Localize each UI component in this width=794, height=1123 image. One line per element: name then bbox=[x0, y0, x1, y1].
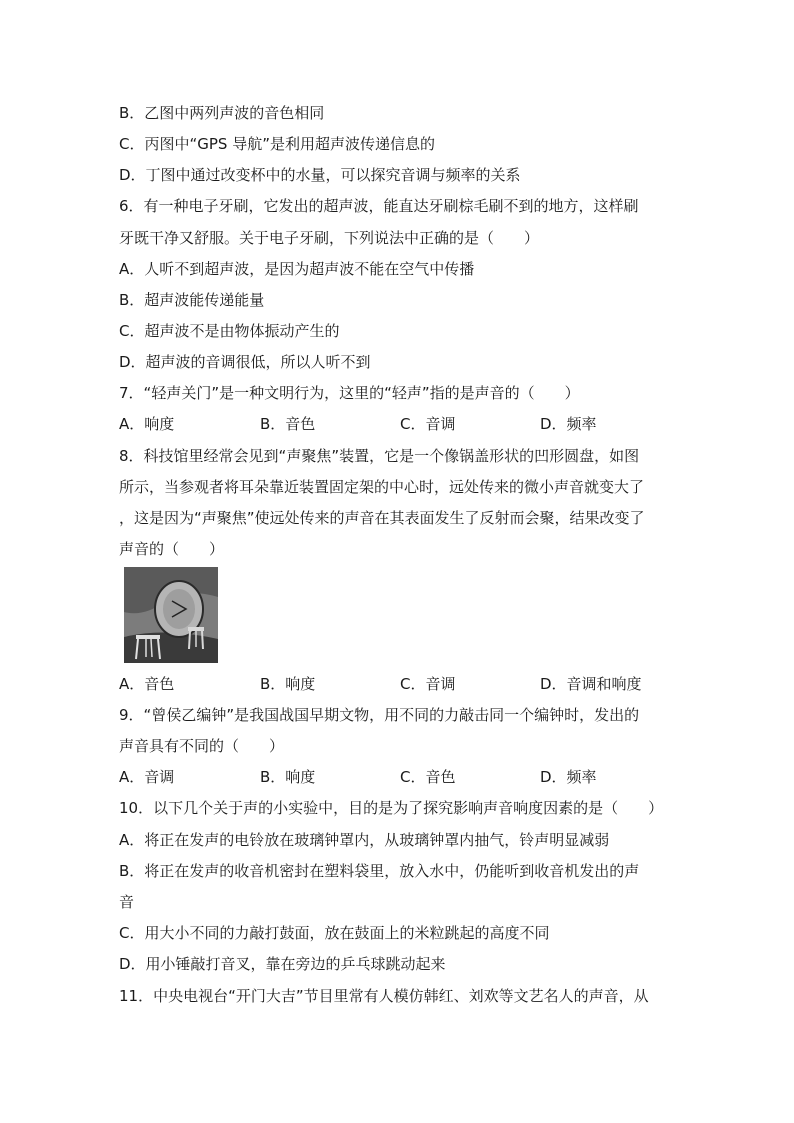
prev-option-d: D．丁图中通过改变杯中的水量，可以探究音调与频率的关系 bbox=[119, 166, 521, 184]
q7-option-b: B．音色 bbox=[260, 415, 316, 433]
q8-stem-line4: 声音的（ ） bbox=[119, 540, 225, 558]
q10-option-a: A．将正在发声的电铃放在玻璃钟罩内，从玻璃钟罩内抽气，铃声明显减弱 bbox=[119, 831, 610, 849]
sound-focus-illustration bbox=[124, 567, 218, 663]
q7-stem: 7．“轻声关门”是一种文明行为，这里的“轻声”指的是声音的（ ） bbox=[119, 384, 580, 402]
q6-option-b: B．超声波能传递能量 bbox=[119, 291, 265, 309]
q9-option-b: B．响度 bbox=[260, 768, 316, 786]
q6-option-d: D．超声波的音调很低，所以人听不到 bbox=[119, 353, 371, 371]
q9-stem-line1: 9．“曾侯乙编钟”是我国战国早期文物，用不同的力敲击同一个编钟时，发出的 bbox=[119, 706, 640, 724]
prev-option-b: B．乙图中两列声波的音色相同 bbox=[119, 104, 325, 122]
q7-option-a: A．响度 bbox=[119, 415, 175, 433]
q10-option-b-line2: 音 bbox=[119, 893, 135, 911]
q6-option-a: A．人听不到超声波，是因为超声波不能在空气中传播 bbox=[119, 260, 475, 278]
q8-option-c: C．音调 bbox=[400, 675, 456, 693]
q7-option-d: D．频率 bbox=[540, 415, 597, 433]
q8-stem-line3: ，这是因为“声聚焦”使远处传来的声音在其表面发生了反射而会聚，结果改变了 bbox=[119, 509, 645, 527]
q6-stem-line2: 牙既干净又舒服。关于电子牙刷，下列说法中正确的是（ ） bbox=[119, 229, 540, 247]
q10-option-d: D．用小锤敲打音叉，靠在旁边的乒乓球跳动起来 bbox=[119, 955, 446, 973]
sound-focus-device-photo bbox=[124, 567, 218, 663]
q10-stem: 10．以下几个关于声的小实验中，目的是为了探究影响声音响度因素的是（ ） bbox=[119, 799, 664, 817]
q9-option-c: C．音色 bbox=[400, 768, 456, 786]
q8-stem-line2: 所示，当参观者将耳朵靠近装置固定架的中心时，远处传来的微小声音就变大了 bbox=[119, 478, 645, 496]
q11-stem-line1: 11．中央电视台“开门大吉”节目里常有人模仿韩红、刘欢等文艺名人的声音，从 bbox=[119, 987, 649, 1005]
q8-option-b: B．响度 bbox=[260, 675, 316, 693]
q9-stem-line2: 声音具有不同的（ ） bbox=[119, 737, 285, 755]
q9-option-a: A．音调 bbox=[119, 768, 175, 786]
q8-option-d: D．音调和响度 bbox=[540, 675, 642, 693]
q6-option-c: C．超声波不是由物体振动产生的 bbox=[119, 322, 340, 340]
q7-option-c: C．音调 bbox=[400, 415, 456, 433]
prev-option-c: C．丙图中“GPS 导航”是利用超声波传递信息的 bbox=[119, 135, 435, 153]
q9-option-d: D．频率 bbox=[540, 768, 597, 786]
q6-stem-line1: 6．有一种电子牙刷，它发出的超声波，能直达牙刷棕毛刷不到的地方，这样刷 bbox=[119, 197, 639, 215]
q10-option-c: C．用大小不同的力敲打鼓面，放在鼓面上的米粒跳起的高度不同 bbox=[119, 924, 550, 942]
q8-stem-line1: 8．科技馆里经常会见到“声聚焦”装置，它是一个像锅盖形状的凹形圆盘，如图 bbox=[119, 447, 640, 465]
q10-option-b-line1: B．将正在发声的收音机密封在塑料袋里，放入水中，仍能听到收音机发出的声 bbox=[119, 862, 640, 880]
q8-option-a: A．音色 bbox=[119, 675, 175, 693]
